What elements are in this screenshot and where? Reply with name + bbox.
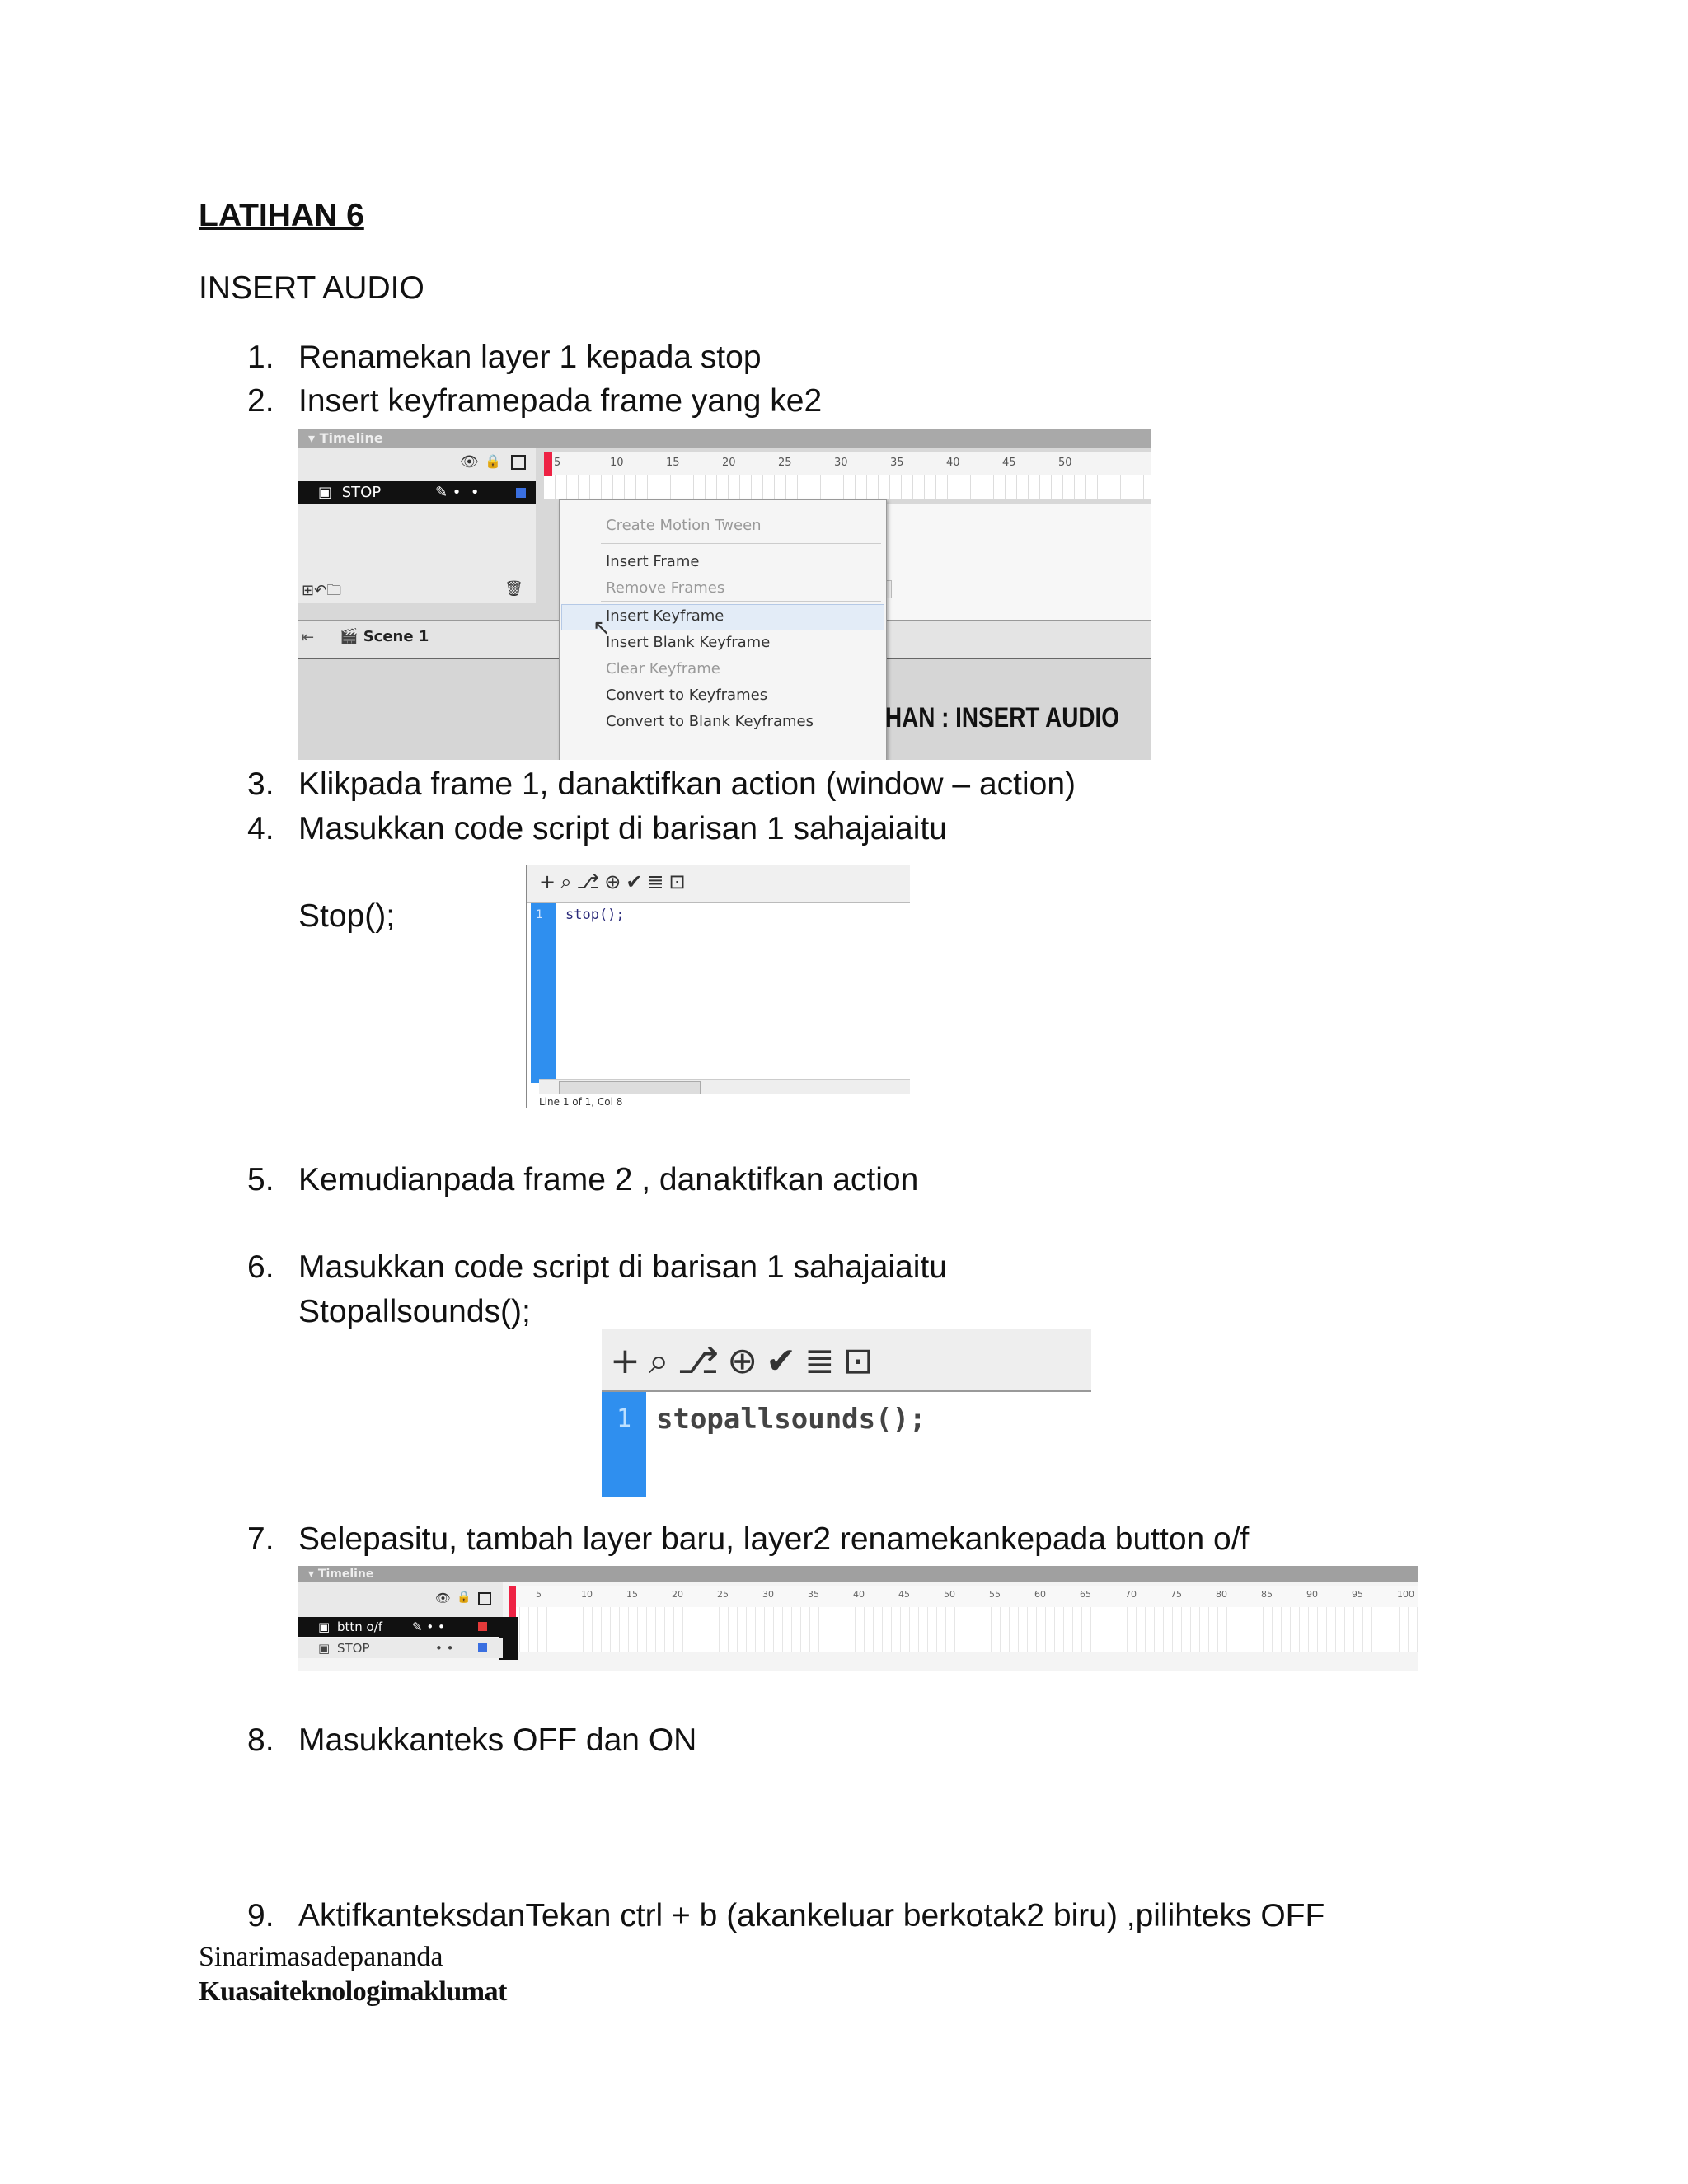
layer-color-swatch[interactable] bbox=[478, 1622, 487, 1631]
mouse-cursor-icon: ↖ bbox=[593, 616, 611, 640]
step-number: 4. bbox=[247, 811, 274, 846]
ruler-tick-label: 80 bbox=[1216, 1589, 1227, 1600]
step-text: Masukkan code script di barisan 1 sahajaiaitu bbox=[298, 1249, 947, 1285]
eye-icon[interactable]: 👁 bbox=[435, 1591, 452, 1605]
step-4 bbox=[247, 811, 947, 847]
layer-color-swatch[interactable] bbox=[478, 1643, 487, 1652]
actions-panel-stop bbox=[526, 865, 910, 1108]
layer-color-swatch[interactable] bbox=[516, 488, 526, 498]
step-text: Renamekan layer 1 kepada stop bbox=[298, 340, 762, 375]
actions-panel-stopallsounds bbox=[602, 1329, 1091, 1497]
video-caption-banner: HAN : INSERT AUDIO bbox=[885, 702, 1119, 733]
step-3 bbox=[247, 766, 1076, 803]
pencil-icon: ✎ • • bbox=[435, 484, 480, 501]
ruler-tick-label: 10 bbox=[610, 457, 624, 469]
outline-icon[interactable] bbox=[511, 455, 526, 470]
ruler-tick-label: 30 bbox=[762, 1589, 774, 1600]
ruler-tick-label: 100 bbox=[1397, 1589, 1414, 1600]
step-number: 1. bbox=[247, 340, 274, 375]
layer-icon: ▣ bbox=[318, 484, 333, 501]
timeline-screenshot-two-layers bbox=[298, 1566, 1418, 1671]
ruler-tick-label: 5 bbox=[536, 1589, 542, 1600]
ruler-tick-label: 45 bbox=[898, 1589, 910, 1600]
ruler-tick-label: 40 bbox=[853, 1589, 865, 1600]
layer-row-stop[interactable] bbox=[298, 481, 536, 504]
ruler-tick-label: 15 bbox=[626, 1589, 638, 1600]
section-subtitle: INSERT AUDIO bbox=[199, 270, 424, 306]
ruler-tick-label: 60 bbox=[1034, 1589, 1046, 1600]
context-menu bbox=[559, 499, 887, 760]
ruler-tick-label: 5 bbox=[554, 457, 561, 469]
layer-list-empty bbox=[298, 504, 536, 603]
step-6 bbox=[247, 1249, 947, 1286]
step-number: 5. bbox=[247, 1162, 274, 1197]
step-text: Masukkanteks OFF dan ON bbox=[298, 1722, 697, 1758]
step-2 bbox=[247, 383, 822, 419]
layer-row-stop[interactable] bbox=[298, 1638, 503, 1658]
code-editor[interactable]: stopallsounds(); bbox=[656, 1403, 926, 1436]
step-6-code-text: Stopallsounds(); bbox=[298, 1294, 531, 1329]
ruler-tick-label: 90 bbox=[1306, 1589, 1318, 1600]
trash-icon[interactable]: 🗑 bbox=[504, 580, 523, 598]
layer-name: STOP bbox=[336, 1641, 370, 1656]
pencil-icon: ✎ • • bbox=[412, 1619, 445, 1634]
ruler-tick-label: 15 bbox=[666, 457, 680, 469]
outline-icon[interactable] bbox=[478, 1592, 491, 1605]
step-number: 6. bbox=[247, 1249, 274, 1285]
ruler-tick-label: 50 bbox=[944, 1589, 955, 1600]
ruler-tick-label: 25 bbox=[778, 457, 792, 469]
menu-item-convert-to-keyframes[interactable]: Convert to Keyframes bbox=[606, 687, 768, 704]
scene-icon: 🎬 bbox=[340, 628, 359, 645]
timeline-title-bar: ▾ Timeline bbox=[298, 1566, 1418, 1582]
step-1 bbox=[247, 340, 762, 376]
add-layer-icon[interactable]: ⊞↶🗀 bbox=[302, 582, 342, 599]
ruler-tick-label: 95 bbox=[1352, 1589, 1363, 1600]
layer-row-bttn-of[interactable] bbox=[298, 1617, 503, 1637]
footer-slogan: Sinarimasadepananda bbox=[199, 1942, 443, 1972]
ruler-tick-label: 25 bbox=[717, 1589, 729, 1600]
step-text: Klikpada frame 1, danaktifkan action (window – action) bbox=[298, 766, 1076, 802]
step-text: AktifkanteksdanTekan ctrl + b (akankeluar berkotak2 biru) ,pilihteks OFF bbox=[298, 1898, 1325, 1933]
menu-item-insert-frame[interactable]: Insert Frame bbox=[606, 553, 700, 570]
step-text: Masukkan code script di barisan 1 sahajaiaitu bbox=[298, 811, 947, 846]
menu-item-insert-keyframe[interactable]: Insert Keyframe bbox=[606, 607, 724, 625]
ruler-tick-label: 20 bbox=[672, 1589, 683, 1600]
actions-toolbar bbox=[528, 865, 910, 903]
menu-separator bbox=[601, 601, 881, 602]
menu-item-remove-frames[interactable]: Remove Frames bbox=[606, 579, 725, 597]
line-number: 1 bbox=[617, 1404, 632, 1433]
ruler-tick-label: 40 bbox=[946, 457, 960, 469]
layer-icon: ▣ bbox=[318, 1619, 331, 1634]
playhead[interactable] bbox=[544, 452, 552, 476]
actions-toolbar-icons[interactable]: +⌕⎇⊕✔≣⊡ bbox=[539, 870, 691, 893]
ruler-tick-label: 35 bbox=[808, 1589, 819, 1600]
step-8 bbox=[247, 1722, 696, 1759]
ruler-tick-label: 20 bbox=[722, 457, 736, 469]
page-title: LATIHAN 6 bbox=[199, 198, 364, 233]
code-editor[interactable]: stop(); bbox=[565, 907, 625, 923]
lock-icon[interactable]: 🔒 bbox=[457, 1591, 471, 1604]
ruler-tick-label: 35 bbox=[890, 457, 904, 469]
ruler-tick-label: 10 bbox=[581, 1589, 593, 1600]
line-number: 1 bbox=[536, 908, 543, 921]
ruler-tick-label: 30 bbox=[834, 457, 848, 469]
footer-motto: Kuasaiteknologimaklumat bbox=[199, 1976, 507, 2007]
timeline-screenshot-insert-keyframe bbox=[298, 429, 1151, 760]
frame-ruler bbox=[511, 1586, 1418, 1608]
menu-item-convert-to-blank-keyframes[interactable]: Convert to Blank Keyframes bbox=[606, 713, 814, 730]
step-number: 8. bbox=[247, 1722, 274, 1758]
eye-icon[interactable]: 👁 bbox=[460, 453, 479, 471]
frame-cells[interactable] bbox=[511, 1607, 1418, 1652]
timeline-header bbox=[298, 1582, 503, 1617]
step-text: Selepasitu, tambah layer baru, layer2 renamekankepada button o/f bbox=[298, 1521, 1250, 1557]
frame-cells[interactable] bbox=[544, 475, 1151, 499]
scene-label[interactable] bbox=[340, 628, 429, 645]
ruler-tick-label: 75 bbox=[1170, 1589, 1182, 1600]
cursor-status: Line 1 of 1, Col 8 bbox=[539, 1096, 623, 1108]
line-number-gutter bbox=[531, 903, 556, 1083]
actions-toolbar-icons[interactable]: +⌕⎇⊕✔≣⊡ bbox=[610, 1340, 882, 1382]
step-7 bbox=[247, 1521, 1249, 1558]
actions-toolbar bbox=[602, 1329, 1091, 1392]
layer-name: STOP bbox=[341, 484, 382, 501]
horizontal-scrollbar[interactable] bbox=[539, 1079, 910, 1094]
step-9 bbox=[247, 1898, 1325, 1934]
ruler-tick-label: 85 bbox=[1261, 1589, 1273, 1600]
frame-ruler bbox=[544, 452, 1151, 476]
menu-separator bbox=[601, 543, 881, 544]
step-4-code-text: Stop(); bbox=[298, 898, 396, 934]
ruler-tick-label: 55 bbox=[989, 1589, 1001, 1600]
menu-item-clear-keyframe[interactable]: Clear Keyframe bbox=[606, 660, 720, 677]
step-5 bbox=[247, 1162, 918, 1198]
ruler-tick-label: 45 bbox=[1002, 457, 1016, 469]
ruler-tick-label: 70 bbox=[1125, 1589, 1137, 1600]
back-arrow-icon[interactable]: ⇤ bbox=[302, 629, 315, 646]
step-number: 2. bbox=[247, 383, 274, 419]
step-number: 3. bbox=[247, 766, 274, 802]
lock-icon[interactable]: 🔒 bbox=[485, 453, 501, 469]
scrollbar-thumb[interactable] bbox=[559, 1081, 701, 1094]
ruler-tick-label: 65 bbox=[1080, 1589, 1091, 1600]
ruler-tick-label: 50 bbox=[1058, 457, 1072, 469]
step-number: 9. bbox=[247, 1898, 274, 1933]
timeline-title-bar: ▾ Timeline bbox=[298, 429, 1151, 448]
step-text: Insert keyframepada frame yang ke2 bbox=[298, 383, 823, 419]
step-text: Kemudianpada frame 2 , danaktifkan action bbox=[298, 1162, 919, 1197]
menu-item-create-motion-tween[interactable]: Create Motion Tween bbox=[606, 517, 762, 534]
menu-item-insert-blank-keyframe[interactable]: Insert Blank Keyframe bbox=[606, 634, 771, 651]
layer-name: bttn o/f bbox=[336, 1619, 383, 1634]
layer-icon: ▣ bbox=[318, 1641, 331, 1656]
step-number: 7. bbox=[247, 1521, 274, 1557]
scene-label-text: Scene 1 bbox=[363, 628, 429, 645]
visibility-dots: • • bbox=[435, 1641, 454, 1656]
